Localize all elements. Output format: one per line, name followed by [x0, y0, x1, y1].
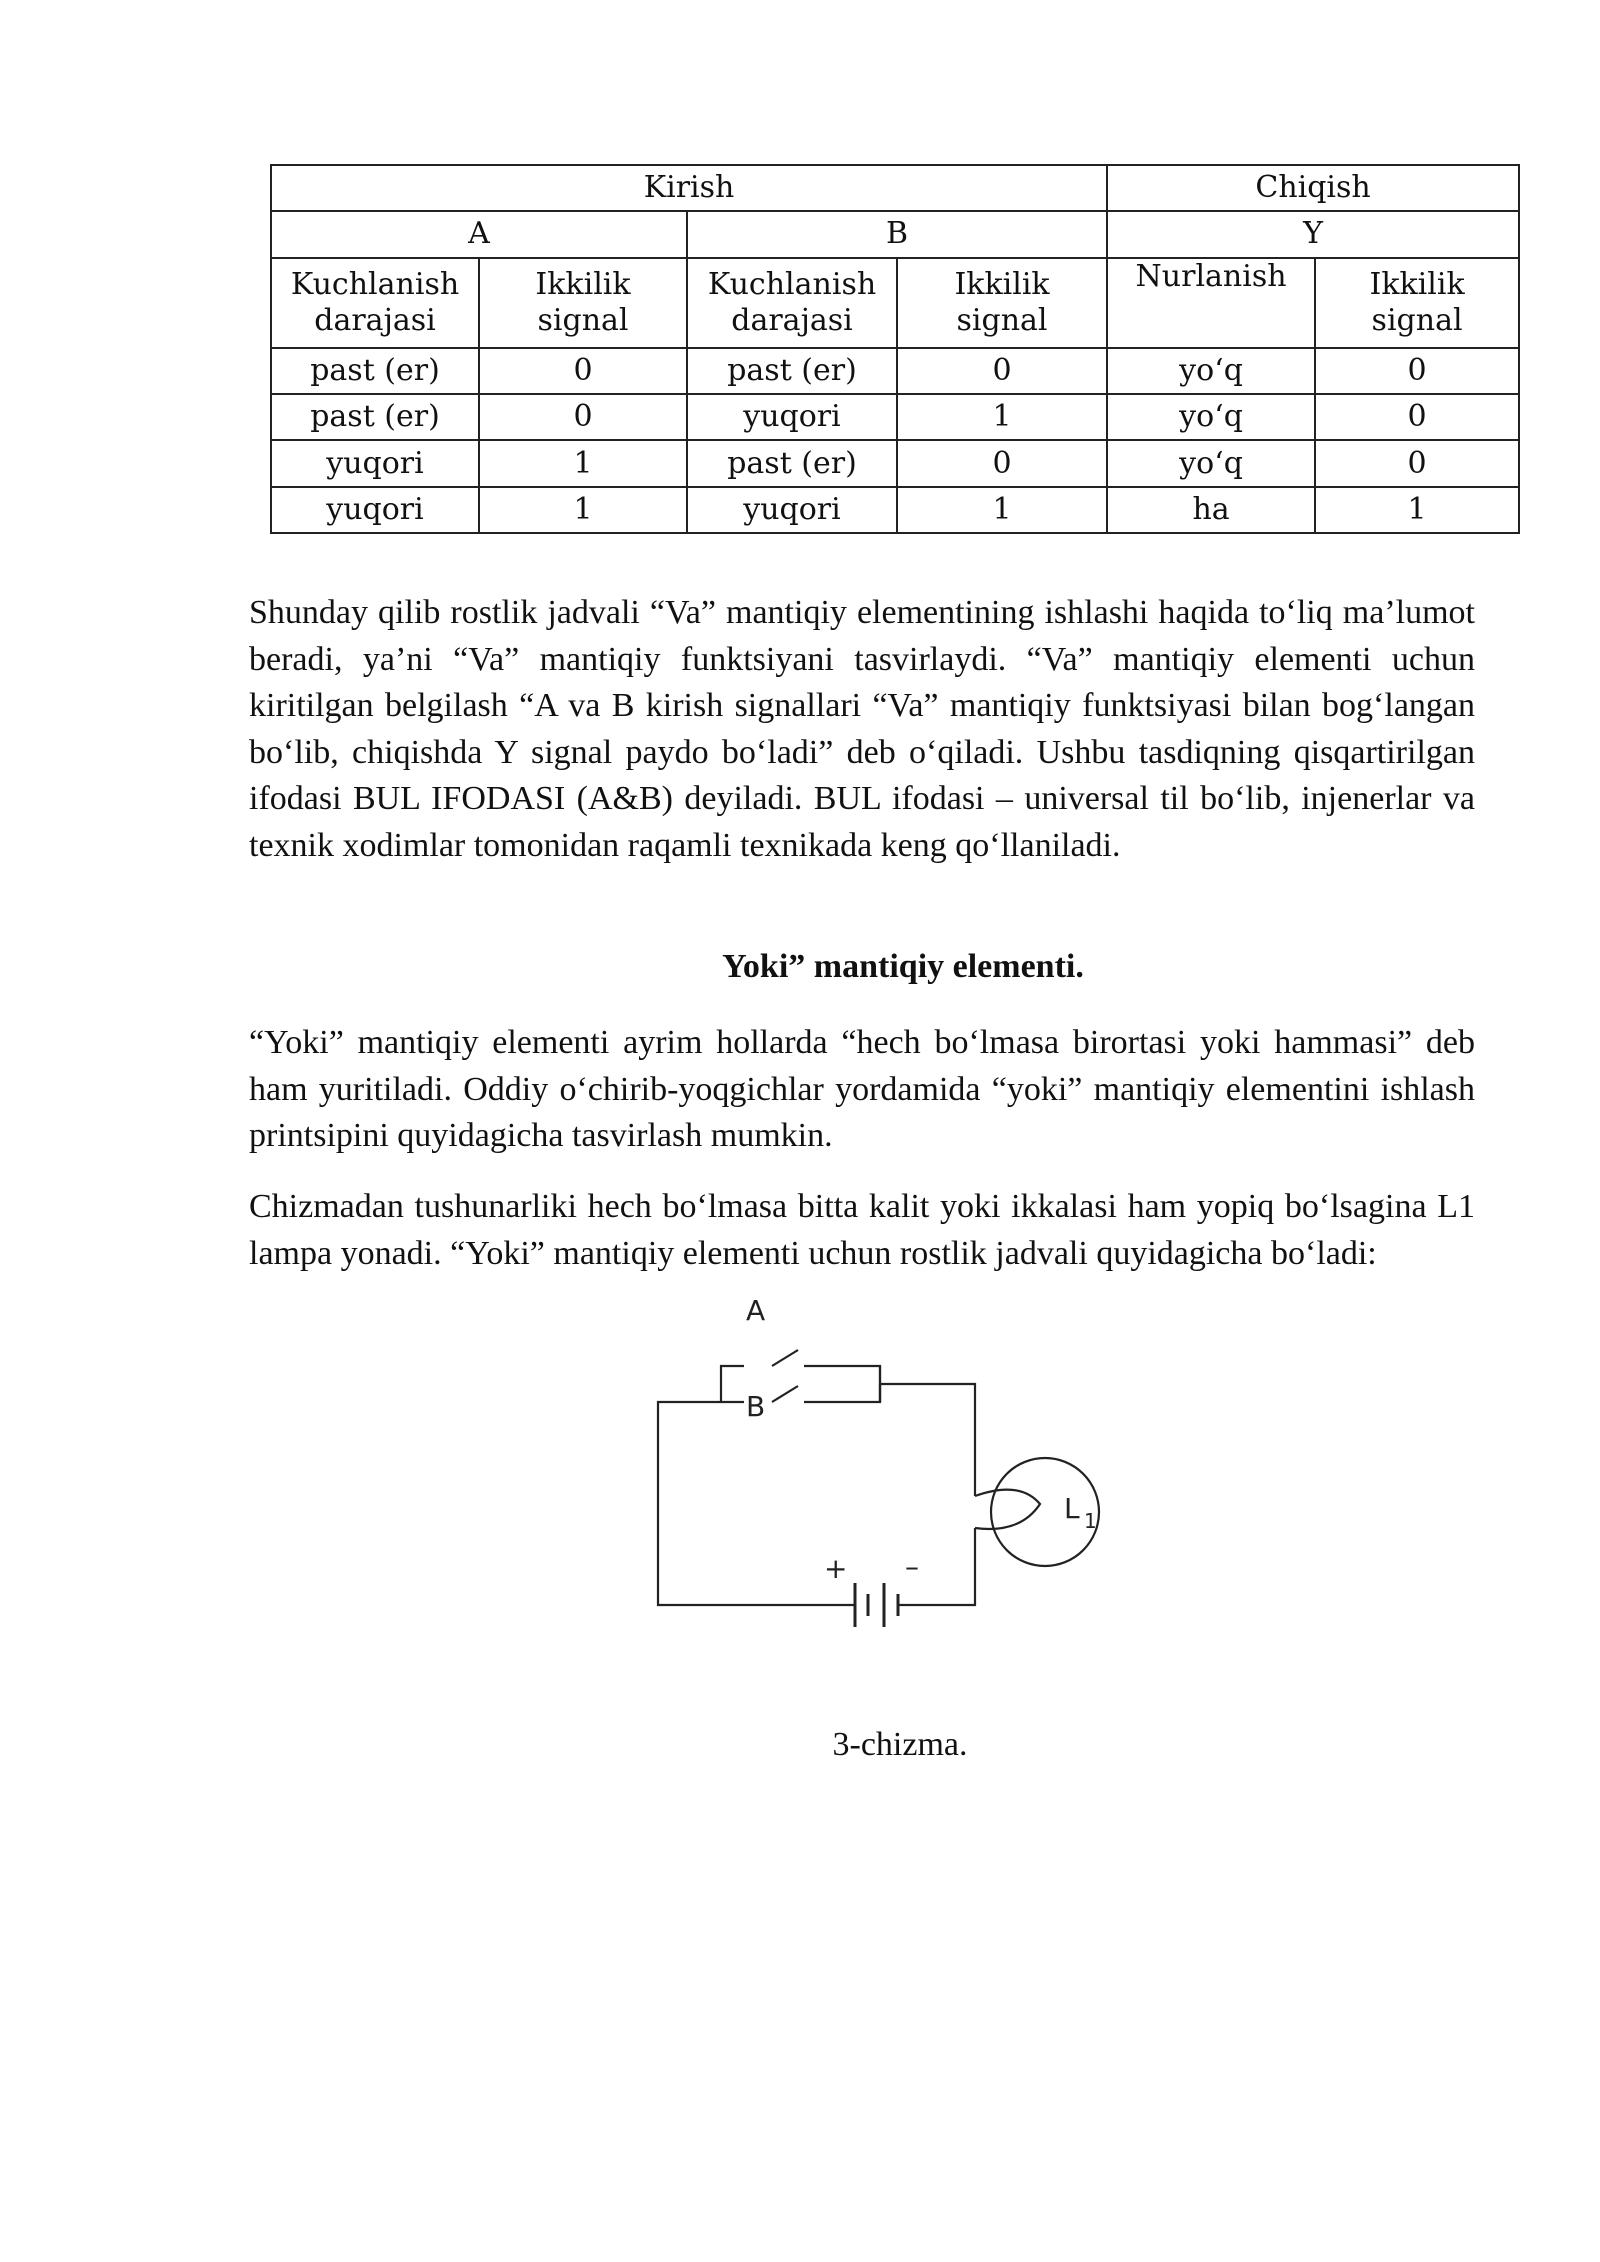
table-row	[271, 487, 1519, 533]
table-cell: 1	[479, 440, 687, 486]
lamp-label: L	[1064, 1492, 1080, 1525]
table-cell: yuqori	[687, 394, 897, 440]
header-signal-y: Y	[1107, 211, 1519, 257]
table-cell: 1	[1315, 487, 1519, 533]
header-chiqish: Chiqish	[1107, 165, 1519, 211]
table-cell: 1	[897, 487, 1107, 533]
battery-minus-label: –	[905, 1550, 919, 1583]
switch-a	[721, 1350, 880, 1402]
paragraph-yoki-intro: “Yoki” mantiqiy elementi ayrim hollarda “hech bo‘lmasa birortasi yoki hammasi” deb ham yuritiladi. Oddiy o‘chirib-yoqgichlar yordamida “yoki” mantiqiy elementini ishlash printsipini quyidagicha tasvirlash mumkin.	[249, 1024, 1475, 1154]
switch-a-label: A	[746, 1294, 766, 1327]
table-cell: yo‘q	[1107, 440, 1315, 486]
table-cell: 0	[897, 440, 1107, 486]
column-header: Nurlanish	[1107, 258, 1315, 348]
table-cell: ha	[1107, 487, 1315, 533]
lamp-filament	[975, 1490, 1040, 1529]
table-cell: past (er)	[687, 348, 897, 394]
figure-caption: 3-chizma.	[832, 1726, 968, 1763]
column-header: Ikkilik signal	[1315, 258, 1519, 348]
paragraph-va-summary: Shunday qilib rostlik jadvali “Va” mantiqiy elementining ishlashi haqida to‘liq ma’lumot beradi, ya’ni “Va” mantiqiy funktsiyani tasvirlaydi. “Va” mantiqiy elementi uchun kiritilgan belgilash “A va B kirish signallari “Va” mantiqiy funktsiyasi bilan bog‘langan bo‘lib, chiqishda Y signal paydo bo‘ladi” deb o‘qiladi. Ushbu tasdiqning qisqartirilgan ifodasi BUL IFODASI (A&B) deyiladi. BUL ifodasi – universal til bo‘lib, injenerlar va texnik xodimlar tomonidan raqamli texnikada keng qo‘llaniladi.	[249, 594, 1475, 864]
battery	[855, 1583, 898, 1627]
circuit-wire	[880, 1366, 975, 1496]
table-cell: 0	[897, 348, 1107, 394]
column-header: Kuchlanish darajasi	[687, 258, 897, 348]
table-cell: 1	[897, 394, 1107, 440]
table-row	[271, 394, 1519, 440]
table-cell: past (er)	[271, 348, 479, 394]
switch-b-label: B	[746, 1390, 766, 1423]
table-cell: yuqori	[271, 487, 479, 533]
table-cell: 0	[1315, 348, 1519, 394]
switch-b	[721, 1384, 880, 1402]
table-cell: yo‘q	[1107, 394, 1315, 440]
battery-plus-label: +	[824, 1552, 848, 1585]
or-circuit-diagram	[640, 1294, 1180, 1720]
column-header: Kuchlanish darajasi	[271, 258, 479, 348]
table-cell: yo‘q	[1107, 348, 1315, 394]
lamp-subscript: 1	[1084, 1509, 1097, 1533]
table-cell: 0	[479, 348, 687, 394]
table-cell: 0	[479, 394, 687, 440]
column-header: Ikkilik signal	[897, 258, 1107, 348]
lamp-l1	[991, 1458, 1099, 1566]
table-cell: yuqori	[687, 487, 897, 533]
column-header: Ikkilik signal	[479, 258, 687, 348]
section-heading: Yoki” mantiqiy elementi.	[722, 948, 1084, 985]
truth-table	[270, 164, 1520, 534]
table-cell: yuqori	[271, 440, 479, 486]
table-cell: 0	[1315, 440, 1519, 486]
table-cell: past (er)	[687, 440, 897, 486]
table-row	[271, 348, 1519, 394]
header-kirish: Kirish	[271, 165, 1107, 211]
table-cell: 0	[1315, 394, 1519, 440]
header-signal-a: A	[271, 211, 687, 257]
table-cell: 1	[479, 487, 687, 533]
header-signal-b: B	[687, 211, 1107, 257]
table-row	[271, 440, 1519, 486]
paragraph-yoki-lamp: Chizmadan tushunarliki hech bo‘lmasa bitta kalit yoki ikkalasi ham yopiq bo‘lsagina L1 lampa yonadi. “Yoki” mantiqiy elementi uchun rostlik jadvali quyidagicha bo‘ladi:	[249, 1188, 1475, 1272]
table-cell: past (er)	[271, 394, 479, 440]
